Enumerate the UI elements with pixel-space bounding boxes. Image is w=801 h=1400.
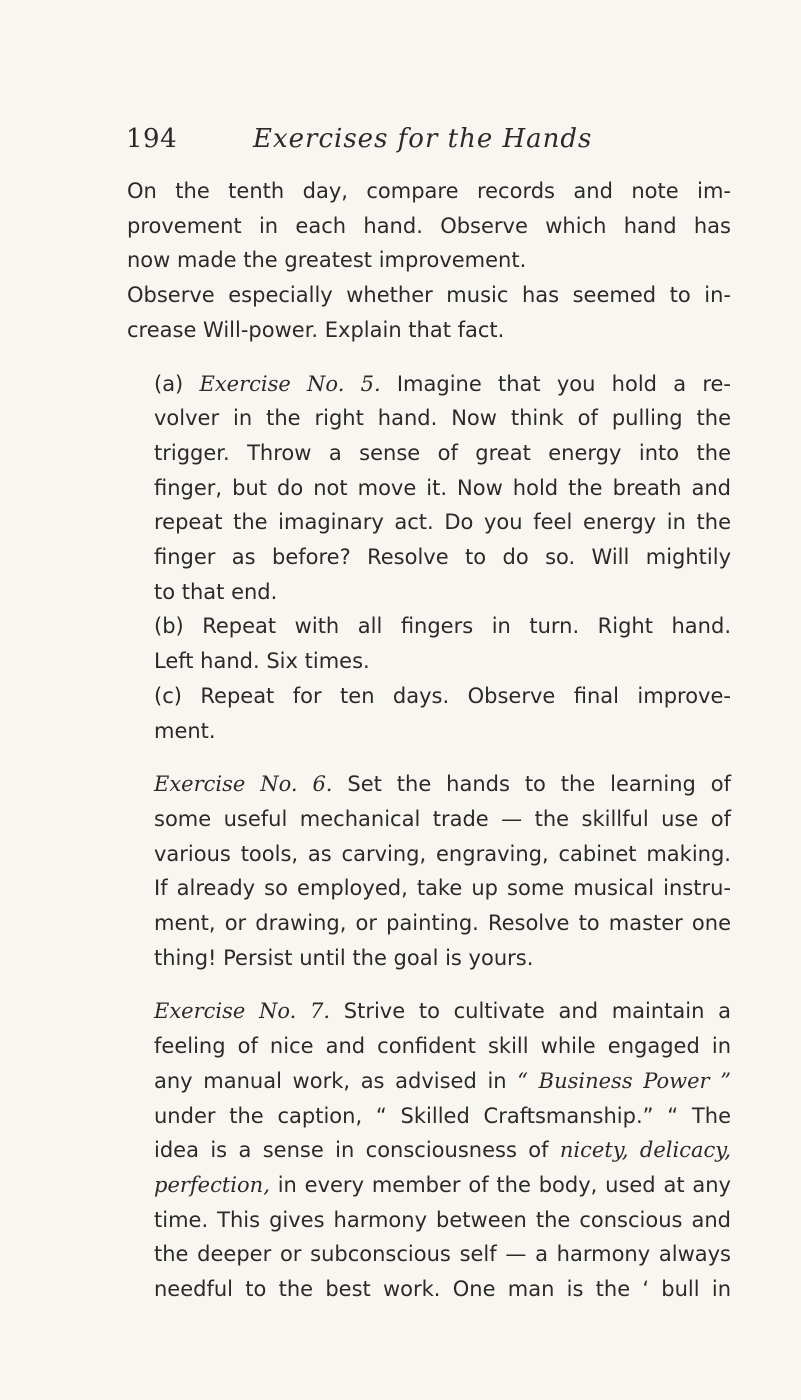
text-line — [127, 767, 731, 802]
text-run: Imagine that you hold a re- — [380, 371, 731, 396]
text-run: Repeat with all fingers in turn. Right hand. — [183, 614, 731, 639]
paragraph — [127, 609, 731, 678]
text-run: Set the hands to the learning of — [332, 772, 731, 797]
text-line: feeling of nice and confident skill while engaged in — [154, 1034, 731, 1059]
page-body — [127, 174, 731, 1307]
text-line: needful to the best work. One man is the ‘ bull in — [154, 1277, 731, 1302]
text-line — [127, 1133, 731, 1168]
text-line — [127, 679, 731, 714]
paragraph — [127, 679, 731, 748]
exercise-heading: Exercise No. 7. — [154, 999, 331, 1024]
text-line: time. This gives harmony between the conscious and — [154, 1207, 731, 1232]
italic-phrase: nicety, delicacy, — [559, 1138, 731, 1163]
text-line: On the tenth day, compare records and note im- — [127, 179, 731, 203]
text-line: finger as before? Resolve to do so. Will mightily — [154, 545, 731, 570]
page-number: 194 — [126, 124, 178, 154]
exercise-heading: Exercise No. 5. — [199, 371, 381, 396]
text-line: ment. — [154, 718, 216, 743]
text-run: any manual work, as advised in — [154, 1068, 507, 1093]
item-label: (b) — [154, 614, 184, 639]
text-line: Observe especially whether music has seemed to in- — [127, 283, 731, 308]
text-run: idea is a sense in consciousness of — [154, 1138, 549, 1163]
text-run: in every member of the body, used at any — [277, 1172, 731, 1197]
running-head: Exercises for the Hands — [253, 124, 593, 154]
text-run: Repeat for ten days. Observe final improve- — [181, 683, 731, 708]
text-run: Strive to cultivate and maintain a — [330, 999, 731, 1024]
text-line — [127, 1168, 731, 1203]
text-line: the deeper or subconscious self — a harmony always — [154, 1242, 731, 1267]
text-line — [127, 367, 731, 402]
paragraph — [127, 278, 731, 347]
text-line: Left hand. Six times. — [154, 649, 370, 674]
text-line — [127, 1064, 731, 1099]
book-title-reference: “ Business Power ” — [517, 1068, 731, 1093]
text-line: crease Will-power. Explain that fact. — [127, 317, 505, 342]
text-line: finger, but do not move it. Now hold the breath and — [154, 475, 731, 500]
paragraph — [127, 174, 731, 278]
text-line — [127, 994, 731, 1029]
italic-phrase: perfection, — [154, 1172, 270, 1197]
item-label: (c) — [154, 683, 182, 708]
text-line: thing! Persist until the goal is yours. — [154, 945, 534, 970]
text-line: ment, or drawing, or painting. Resolve to master one — [154, 911, 731, 936]
text-line: various tools, as carving, engraving, cabinet making. — [154, 841, 731, 866]
paragraph-exercise-5 — [127, 367, 731, 610]
item-label: (a) — [154, 371, 184, 396]
text-line — [127, 609, 731, 644]
text-line: trigger. Throw a sense of great energy into the — [154, 440, 731, 465]
text-line: If already so employed, take up some musical instru- — [154, 876, 731, 901]
text-line: under the caption, “ Skilled Craftsmanship.” “ The — [154, 1103, 731, 1128]
page-header — [126, 124, 726, 164]
text-line: now made the greatest improvement. — [127, 248, 527, 273]
text-line: to that end. — [154, 579, 278, 604]
text-line: repeat the imaginary act. Do you feel energy in the — [154, 510, 731, 535]
paragraph-exercise-6 — [127, 767, 731, 975]
exercise-heading: Exercise No. 6. — [154, 772, 333, 797]
paragraph-exercise-7 — [127, 994, 731, 1306]
text-line: some useful mechanical trade — the skillful use of — [154, 806, 731, 831]
text-line: provement in each hand. Observe which hand has — [127, 213, 731, 238]
text-line: volver in the right hand. Now think of pulling the — [154, 406, 731, 431]
